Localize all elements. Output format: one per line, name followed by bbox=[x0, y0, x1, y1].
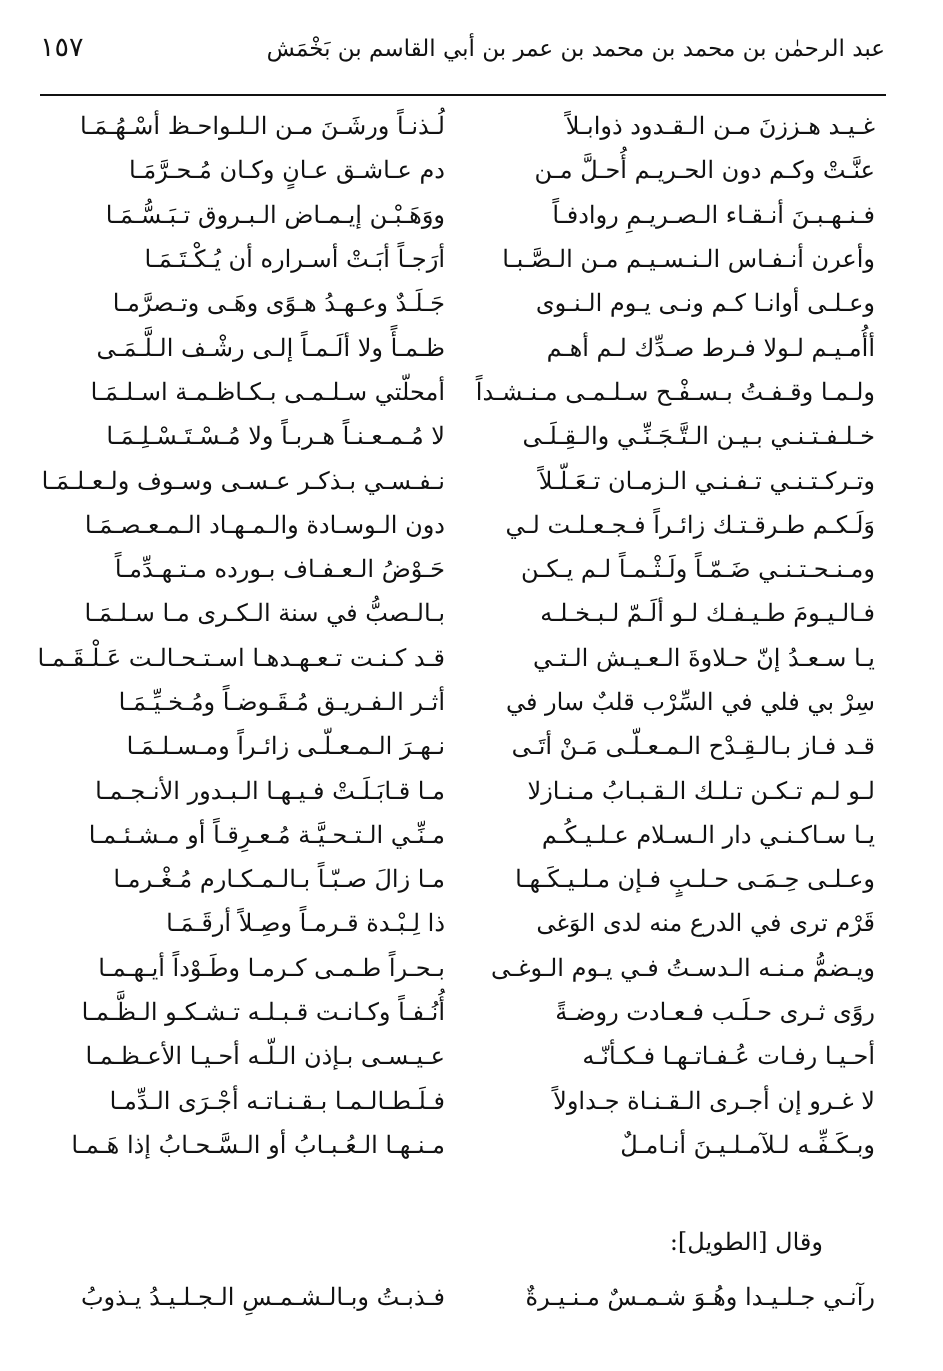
verse-first-half: ويـضمُّ مـنـه الـدسـتُ فـي يـوم الـوغـى bbox=[490, 953, 875, 982]
verse-line bbox=[55, 946, 875, 990]
verse-line bbox=[55, 1123, 875, 1167]
verse-line bbox=[55, 503, 875, 547]
verse-line bbox=[55, 1034, 875, 1078]
verse-second-half: نـهـرَ الـمـعـلّـى زائـراً ومـسـلـمَـا bbox=[126, 732, 445, 761]
verse-first-half: لـو لـم تـكـن تـلـك الـقـبـابُ مـنـازلا bbox=[527, 776, 875, 805]
verse-first-half: قَرْم ترى في الدرع منه لدى الوَغى bbox=[536, 909, 875, 938]
verse-line bbox=[55, 414, 875, 458]
verse-line bbox=[55, 325, 875, 369]
poem-verses bbox=[37, 104, 875, 1167]
verse-second-half: جَـلَـدٌ وعـهـدُ هـوًى وهَـى وتـصرَّمـا bbox=[112, 289, 445, 318]
verse-first-half: وأعرن أنـفـاس الـنـسـيـم مـن الـصَّـبـا bbox=[502, 245, 875, 274]
verse-second-half: دون الـوسـادة والـمـهـاد الـمـعـصـمَـا bbox=[84, 510, 445, 539]
verse-first-half: لا غـرو إن أجـرى الـقـنـاة جـداولاً bbox=[553, 1086, 875, 1115]
verse-second-half: لُـذنـاً ورشَـنَ مـن الـلـواحـظ أسْـهُـمَـا bbox=[79, 112, 445, 141]
final-verse bbox=[55, 1272, 875, 1322]
verse-line bbox=[55, 104, 875, 148]
verse-second-half: دم عـاشـق عـانٍ وكـان مُـحـرَّمَـا bbox=[128, 156, 445, 185]
verse-second-half: بـالـصبُّ في سنة الـكـرى مـا سـلـمَـا bbox=[84, 599, 445, 628]
verse-first-half: يـا سـعـدُ إنّ حـلاوةَ الـعـيـش الـتـي bbox=[533, 643, 875, 672]
verse-second-half: فـلَـطـالـمـا بـقـنـاتـه أجْـرَى الـدِّمـا bbox=[109, 1086, 445, 1115]
verse-line bbox=[55, 1079, 875, 1123]
verse-second-half: عـيـسـى بـإذن الـلّـه أحـيـا الأعـظـمـا bbox=[85, 1042, 445, 1071]
verse-line bbox=[55, 724, 875, 768]
verse-first-half: وَلَـكـم طـرقـتـك زائـراً فـجـعـلـت لـي bbox=[505, 510, 875, 539]
verse-second-half: بـحـراً طـمـى كـرمـا وطَـوْداً أيـهـمـا bbox=[98, 953, 445, 982]
verse-line bbox=[37, 636, 875, 680]
verse-line bbox=[55, 813, 875, 857]
verse-first-half: ولـمـا وقـفـتُ بـسـفْـح سـلـمـى مـنـشـداً bbox=[475, 377, 875, 406]
verse-second-half: فـذبـتُ وبـالـشـمـسِ الـجـلـيـدُ يـذوبُ bbox=[80, 1283, 445, 1311]
verse-second-half: مـنِّـي الـتـحـيَّـة مُـعـرِقـاً أو مـشـئـمـا bbox=[88, 820, 445, 849]
verse-second-half: مـا قـابَـلَـتْ فـيـهـا الـبـدور الأنـجـمـا bbox=[95, 776, 445, 805]
verse-second-half: مـنـهـا الـعُـبـابُ أو الـسَّـحـابُ إذا هَـمـا bbox=[71, 1130, 445, 1159]
verse-line bbox=[55, 990, 875, 1034]
page-number: ١٥٧ bbox=[40, 32, 84, 63]
verse-second-half: أثـر الـفـريـق مُـقَـوضـاً ومُـخـيِّـمَـا bbox=[118, 688, 445, 716]
verse-first-half: غـيـد هـززنَ مـن الـقـدود ذوابـلاً bbox=[565, 112, 875, 141]
verse-second-half: ظـمـأً ولا ألَـمـاً إلـى رشْـف الـلَّـمَـى bbox=[96, 333, 445, 362]
verse-second-half: نـفـسـي بـذكـر عـسـى وسـوف ولـعـلـمَـا bbox=[41, 466, 445, 495]
verse-second-half: قـد كـنـت تـعـهـدهـا اسـتـحـالـت عَـلْـقَـمـا bbox=[37, 643, 445, 672]
verse-second-half: مـا زالَ صـبّـاً بـالـمـكـارم مُـغْـرمـا bbox=[113, 865, 445, 894]
section-intro: وقال [الطويل]: bbox=[669, 1228, 823, 1256]
verse-first-half: وعـلـى حِـمَـى حـلـبٍ فـإن مـلـيـكَـهـا bbox=[515, 865, 875, 894]
verse-line bbox=[55, 237, 875, 281]
verse-first-half: روًى ثـرى حـلَـب فـعـادت روضـةً bbox=[555, 998, 875, 1027]
verse-first-half: يـا سـاكـنـي دار الـسـلام عـلـيـكُـم bbox=[541, 820, 875, 849]
verse-line bbox=[55, 148, 875, 192]
verse-second-half: ووَهَـبْـن إيـمـاض الـبـروق تـبَـسُّـمَـا bbox=[105, 200, 445, 229]
verse-second-half: ذا لِـبْـدة قـرمـاً وصِـلاً أرقَـمَـا bbox=[166, 909, 445, 938]
verse-second-half: لا مُـمـعـنـاً هـربـاً ولا مُـسْـتَـسْـلِـمَـا bbox=[106, 422, 445, 451]
verse-first-half: وتـركـتـنـي تـفـنـي الـزمـان تـعَـلّـلاً bbox=[538, 466, 875, 495]
verse-line bbox=[41, 458, 875, 502]
verse-first-half: ومـنـحـتـنـي ضَـمّـاً ولَـثْـمـاً لـم يـكـن bbox=[521, 555, 875, 584]
verse-first-half: أأُمـيـم لـولا فـرط صـدِّك لـم أهـم bbox=[546, 333, 875, 362]
verse-line bbox=[55, 547, 875, 591]
verse-line bbox=[55, 901, 875, 945]
verse-first-half: فـالـيـومَ طـيـفـك لـو ألَـمّ لـبـخـلـه bbox=[540, 599, 875, 628]
verse-first-half: أحـيـا رفـات عُـفـاتـهـا فـكـأنّـه bbox=[582, 1042, 875, 1071]
verse-line bbox=[55, 370, 875, 414]
verse-first-half: وعـلـى أوانـا كـم ونـى يـوم الـنـوى bbox=[535, 289, 875, 318]
verse-first-half: وبـكَـفِّـه لـلآمـلـيـنَ أنـامـلٌ bbox=[620, 1130, 875, 1159]
verse-first-half: قـد فـاز بـالـقِـدْح الـمـعـلّـى مَـنْ أتَـى bbox=[511, 732, 875, 761]
verse-line bbox=[55, 680, 875, 724]
verse-line bbox=[55, 281, 875, 325]
verse-first-half: فـنـهـبـنَ أنـقـاء الـصـريـمِ روادفـاً bbox=[552, 200, 875, 229]
verse-second-half: حَـوْضُ الـعـفـاف بـورده مـتـهـدِّمـاً bbox=[114, 555, 445, 584]
running-title: عبد الرحمٰن بن محمد بن محمد بن عمر بن أبي القاسم بن بَخْمَش bbox=[266, 36, 885, 62]
verse-line bbox=[55, 768, 875, 812]
verse-second-half: أمحلّتي سـلـمـى بـكـاظـمـة اسـلـمَـا bbox=[90, 377, 445, 406]
verse-first-half: سِرْ بي فلي في السِّرْب قلبٌ سار في bbox=[505, 688, 875, 716]
verse-line bbox=[55, 193, 875, 237]
verse-first-half: خـلـفـتـنـي بـيـن الـتَّـجَـنِّـي والـقِـلَـى bbox=[522, 422, 875, 451]
verse-first-half: رآنـي جـلـيـدا وهُـوَ شـمـسٌ مـنـيـرةٌ bbox=[525, 1283, 875, 1311]
verse-line bbox=[55, 857, 875, 901]
verse-second-half: أرَجـاً أبَـتْ أسـراره أن يُـكْـتَـمَـا bbox=[144, 245, 445, 274]
header-rule bbox=[40, 94, 886, 96]
verse-second-half: أُنُـفـاً وكـانـت قـبـلـه تـشـكـو الـظَّـمـا bbox=[81, 998, 445, 1027]
page-header bbox=[40, 30, 885, 92]
verse-line bbox=[55, 591, 875, 635]
verse-first-half: عنَّـتْ وكـم دون الحـريـم أُحـلَّ مـن bbox=[534, 156, 875, 185]
